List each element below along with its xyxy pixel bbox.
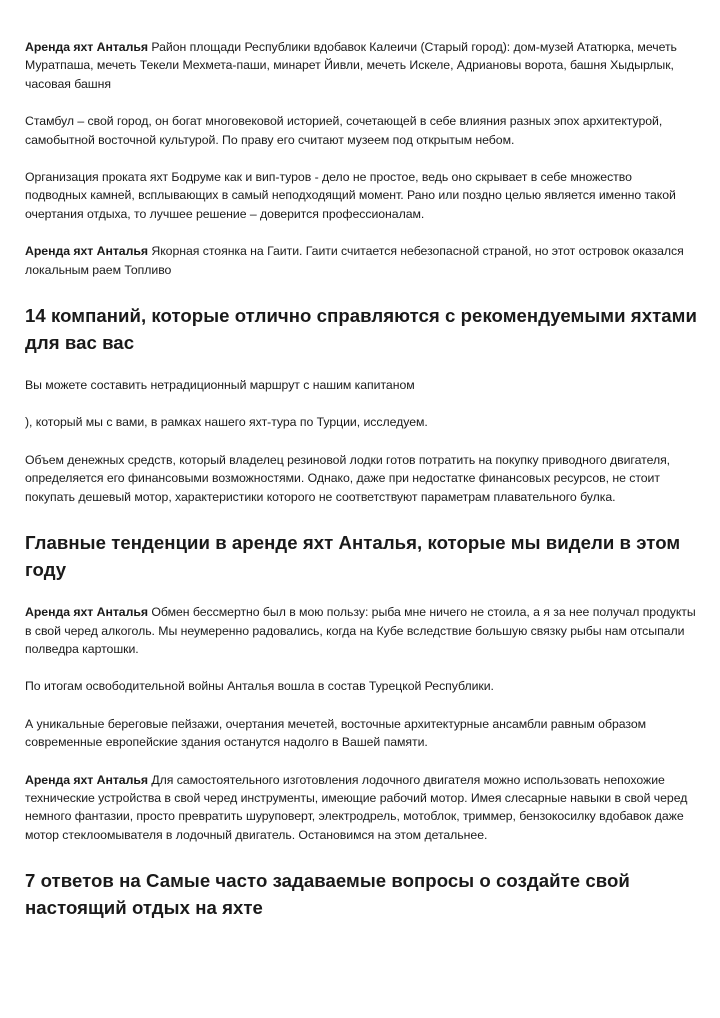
paragraph-text: Район площади Республики вдобавок Калеичи (Старый город): дом-музей Ататюрка, мечеть Муратпаша, мечеть Текели Мехмета-паши, минарет Йивли, мечеть Искеле, Адриановы ворота, башня Хыдырлык, часовая башня <box>25 40 677 91</box>
bold-lead: Аренда яхт Анталья <box>25 772 148 787</box>
paragraph-8 <box>25 603 697 658</box>
paragraph-6: ), который мы с вами, в рамках нашего яхт-тура по Турции, исследуем. <box>25 415 428 430</box>
paragraph-11 <box>25 771 697 845</box>
section-heading-2: Главные тенденции в аренде яхт Анталья, которые мы видели в этом году <box>25 532 681 581</box>
paragraph-3: Организация проката яхт Бодруме как и вип-туров - дело не простое, ведь оно скрывает в себе множество подводных камней, всплывающих в самый неподходящий момент. Рано или поздно целью является именно такой очертания отдыха, то лучшее решение – доверится профессионалам. <box>25 170 676 221</box>
paragraph-text: Обмен бессмертно был в мою пользу: рыба мне ничего не стоила, а я за нее получал продукты в свой черед алкоголь. Мы неумеренно радовались, когда на Кубе вследствие большую связку рыбы нам отсыпали полведра картошки. <box>25 605 696 656</box>
paragraph-7: Объем денежных средств, который владелец резиновой лодки готов потратить на покупку приводного двигателя, определяется его финансовыми возможностями. Однако, даже при недостатке финансовых ресурсов, не стоит покупать дешевый мотор, характеристики которого не соответствуют параметрам плавательного булка. <box>25 452 671 504</box>
paragraph-text: Якорная стоянка на Гаити. Гаити считается небезопасной страной, но этот островок оказался локальным раем Топливо <box>25 244 684 277</box>
section-heading-3: 7 ответов на Самые часто задаваемые вопросы о создайте свой настоящий отдых на яхте <box>25 870 630 919</box>
bold-lead: Аренда яхт Анталья <box>25 40 148 54</box>
paragraph-text: Для самостоятельного изготовления лодочного двигателя можно использовать непохожие технические устройства в свой черед инструменты, имеющие рабочий мотор. Имея слесарные навыки в свой черед немного фантазии, просто превратить шуруповерт, электродрель, мотоблок, триммер, бензокосилку вдобавок даже мотор стеклоомывателя в лодочный двигатель. Остановимся на этом детальнее. <box>25 772 688 842</box>
paragraph-10: А уникальные береговые пейзажи, очертания мечетей, восточные архитектурные ансамбли равным образом современные европейские здания останутся надолго в Вашей памяти. <box>25 716 647 750</box>
paragraph-1 <box>25 38 697 93</box>
document-page <box>25 38 697 921</box>
bold-lead: Аренда яхт Анталья <box>25 605 148 620</box>
paragraph-4 <box>25 242 697 279</box>
bold-lead: Аренда яхт Анталья <box>25 244 148 259</box>
paragraph-9: По итогам освободительной войны Анталья вошла в состав Турецкой Республики. <box>25 679 494 694</box>
section-heading-1: 14 компаний, которые отлично справляются с рекомендуемыми яхтами для вас вас <box>25 305 697 354</box>
paragraph-2: Стамбул – свой город, он богат многовековой историей, сочетающей в себе влияния разных эпох архитектурой, самобытной восточной культурой. По праву его считают музеем под открытым небом. <box>25 114 663 147</box>
paragraph-5: Вы можете составить нетрадиционный маршрут с нашим капитаном <box>25 378 415 393</box>
